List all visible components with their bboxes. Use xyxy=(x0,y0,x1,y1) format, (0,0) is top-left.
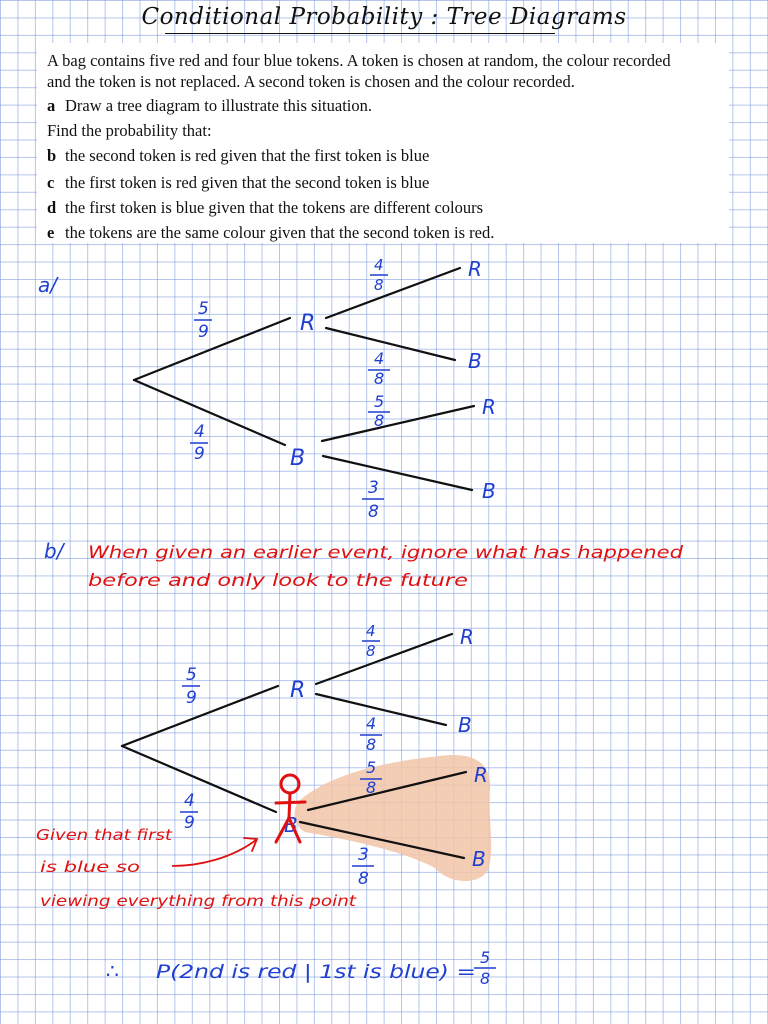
tree-b-branch-root-blue xyxy=(122,746,276,812)
part-d-text: the first token is blue given that the tokens are different colours xyxy=(65,198,484,217)
tree-b-rr-den: 8 xyxy=(366,642,376,660)
find-text: Find the probability that: xyxy=(47,121,212,140)
tree-a-bb-num: 3 xyxy=(368,478,379,498)
part-b-note-1: When given an earlier event, ignore what has happened xyxy=(88,543,684,563)
tree-a-br-num: 5 xyxy=(374,392,385,411)
tree-a-root-red-num: 5 xyxy=(198,299,209,319)
answer-expression: P(2nd is red | 1st is blue) = xyxy=(156,961,476,983)
tree-b-root-red-den: 9 xyxy=(186,688,197,708)
tree-a-root-blue-den: 9 xyxy=(194,444,205,464)
tree-b-node-blue: B xyxy=(284,813,298,837)
tree-b-root-blue-num: 4 xyxy=(184,791,195,811)
tree-b-bb-node: B xyxy=(472,847,486,871)
part-b-label: b/ xyxy=(44,539,64,563)
tree-a-bb-node: B xyxy=(482,479,496,503)
tree-b-branch-red-red xyxy=(316,634,452,684)
tree-b-root-blue-den: 9 xyxy=(184,813,195,833)
tree-a-br-den: 8 xyxy=(374,411,385,430)
tree-b-br-den: 8 xyxy=(366,778,377,797)
tree-a-bb-den: 8 xyxy=(368,502,379,522)
question-intro-1: A bag contains five red and four blue tokens. A token is chosen at random, the colour recorded xyxy=(47,51,671,70)
tree-b-root-red-num: 5 xyxy=(186,665,197,685)
part-e-label: e xyxy=(47,223,55,242)
tree-a-rb-node: B xyxy=(468,349,482,373)
part-a-label: a xyxy=(47,96,56,115)
tree-a-rb-den: 8 xyxy=(374,369,385,388)
question-intro-2: and the token is not replaced. A second token is chosen and the colour recorded. xyxy=(47,72,575,91)
tree-b-branch-root-red xyxy=(122,686,278,746)
part-e-text: the tokens are the same colour given that the second token is red. xyxy=(65,223,495,242)
annot-line-1: Given that first xyxy=(36,826,174,844)
tree-b-bb-num: 3 xyxy=(358,845,369,865)
tree-b-rb-den: 8 xyxy=(366,735,377,754)
tree-b-rr-node: R xyxy=(460,625,474,649)
part-b-annotation xyxy=(36,826,357,910)
tree-a-br-node: R xyxy=(482,395,496,419)
tree-b-br-num: 5 xyxy=(366,758,377,777)
annot-line-3: viewing everything from this point xyxy=(40,892,358,910)
tree-b-branch-red-blue xyxy=(316,694,446,725)
part-b-text: the second token is red given that the first token is blue xyxy=(65,146,430,165)
tree-b-rb-num: 4 xyxy=(366,714,377,733)
tree-a-branch-blue-blue xyxy=(323,456,472,490)
answer-num: 5 xyxy=(480,948,491,967)
part-c-label: c xyxy=(47,173,55,192)
tree-a-rr-node: R xyxy=(468,257,482,281)
tree-b-br-node: R xyxy=(474,763,488,787)
tree-b-rb-node: B xyxy=(458,713,472,737)
tree-a-rr-den: 8 xyxy=(374,276,384,294)
tree-a-root-blue-num: 4 xyxy=(194,422,205,442)
tree-a-branch-red-blue xyxy=(326,328,455,360)
page-title: Conditional Probability : Tree Diagrams xyxy=(141,4,627,30)
tree-b-node-red: R xyxy=(290,678,306,703)
part-b-label: b xyxy=(47,146,57,165)
tree-a-labels xyxy=(38,256,496,522)
part-c-text: the first token is red given that the second token is blue xyxy=(65,173,430,192)
tree-a-node-red: R xyxy=(300,311,316,336)
tree-a-rb-num: 4 xyxy=(374,349,385,368)
answer-therefore: ∴ xyxy=(106,959,119,983)
tree-a-branch-red-red xyxy=(326,268,460,318)
tree-a-root-red-den: 9 xyxy=(198,322,209,342)
arrow-icon xyxy=(172,840,256,866)
answer xyxy=(106,948,496,988)
tree-a-node-blue: B xyxy=(290,446,306,471)
part-d-label: d xyxy=(47,198,57,217)
tree-a-label: a/ xyxy=(38,273,57,297)
annot-line-2: is blue so xyxy=(40,858,140,876)
tree-a-branch-root-blue xyxy=(134,380,285,445)
tree-b-rr-num: 4 xyxy=(366,622,376,640)
tree-a-rr-num: 4 xyxy=(374,256,384,274)
part-b-note xyxy=(44,539,683,591)
part-b-note-2: before and only look to the future xyxy=(88,571,468,591)
answer-den: 8 xyxy=(480,969,491,988)
tree-a-branch-blue-red xyxy=(322,406,474,441)
part-a-text: Draw a tree diagram to illustrate this situation. xyxy=(65,96,372,115)
tree-b-bb-den: 8 xyxy=(358,869,369,889)
tree-a-branch-root-red xyxy=(134,318,290,380)
